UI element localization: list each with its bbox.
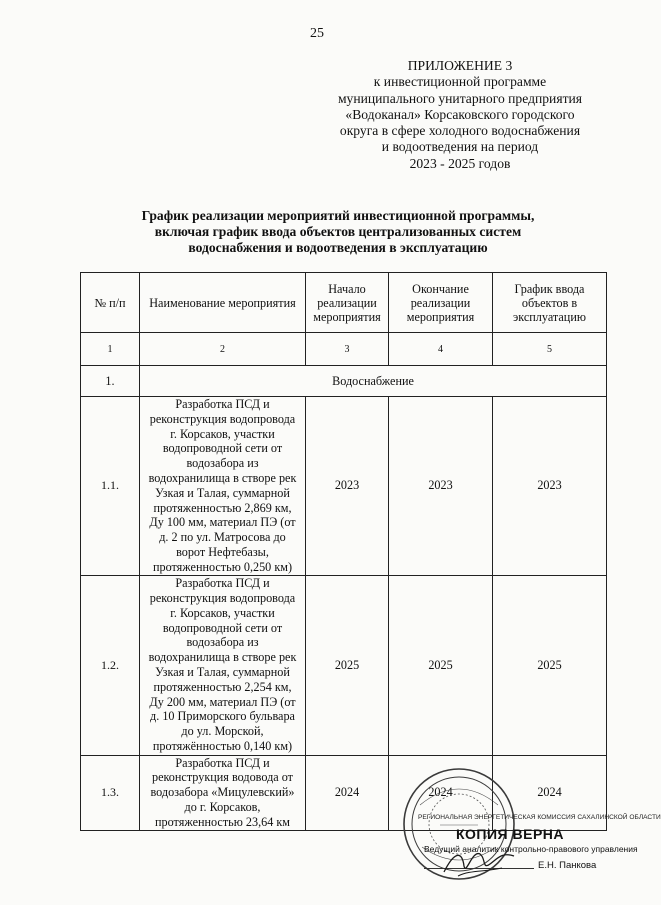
section-title: Водоснабжение: [140, 366, 607, 397]
header-num: № п/п: [81, 273, 140, 333]
name-line: Узкая и Талая, суммарной: [155, 485, 290, 500]
name-line: Ду 100 мм, материал ПЭ (от: [149, 515, 296, 530]
name-line: д. 2 по ул. Матросова до: [159, 530, 286, 545]
signature-line: [424, 868, 534, 869]
name-line: водопроводной сети от: [162, 620, 283, 635]
column-number: 2: [140, 333, 306, 366]
name-line: водозабора из: [186, 635, 259, 650]
name-line: водопроводной сети от: [162, 441, 283, 456]
copy-title: КОПИЯ ВЕРНА: [456, 826, 565, 842]
table-row: [81, 575, 607, 755]
certification-block: [418, 814, 661, 882]
name-line: водозабора «Мицулевский»: [150, 785, 295, 800]
section-row: [81, 366, 607, 397]
row-number: 1.1.: [81, 397, 140, 576]
appendix-line: муниципального унитарного предприятия: [337, 90, 583, 106]
header-line: реализации: [410, 295, 471, 310]
table-row: [81, 397, 607, 576]
column-number: 5: [493, 333, 607, 366]
end-year: 2023: [389, 397, 493, 576]
header-line: реализации: [317, 295, 377, 310]
header-line: Окончание: [412, 281, 469, 296]
header-end: [389, 273, 493, 333]
name-line: Разработка ПСД и: [175, 755, 270, 770]
name-line: Ду 200 мм, материал ПЭ (от: [149, 694, 296, 709]
name-line: протяженностью 2,254 км,: [153, 679, 292, 694]
name-line: протяженностью 23,64 км: [155, 814, 290, 829]
row-name: [140, 755, 306, 830]
start-year: 2024: [306, 755, 389, 830]
appendix-header: [300, 58, 620, 172]
name-line: г. Корсаков, участки: [170, 426, 275, 441]
name-line: протяжённостью 0,140 км): [152, 739, 293, 754]
row-name: [140, 397, 306, 576]
column-number: 1: [81, 333, 140, 366]
name-line: водозабора из: [186, 456, 259, 471]
appendix-line: ПРИЛОЖЕНИЕ 3: [407, 58, 513, 73]
name-line: до г. Корсаков,: [184, 799, 261, 814]
name-line: д. 10 Приморского бульвара: [150, 709, 295, 724]
title-line: График реализации мероприятий инвестиционной программы,: [141, 208, 535, 223]
header-start: [306, 273, 389, 333]
title-line: включая график ввода объектов централизованных систем: [154, 224, 522, 239]
row-name: [140, 575, 306, 755]
name-line: водохранилища в створе рек: [148, 470, 297, 485]
row-number: 1.2.: [81, 575, 140, 755]
column-number-row: [81, 333, 607, 366]
header-name: Наименование мероприятия: [140, 273, 306, 333]
document-title: [108, 208, 568, 256]
appendix-line: к инвестиционной программе: [373, 74, 547, 90]
commission-year: 2024: [493, 755, 607, 830]
commission-name: РЕГИОНАЛЬНАЯ ЭНЕРГЕТИЧЕСКАЯ КОМИССИЯ САХАЛИНСКОЙ ОБЛАСТИ: [418, 814, 661, 821]
name-line: протяженностью 0,250 км): [152, 559, 293, 574]
name-line: до ул. Морской,: [181, 724, 264, 739]
header-line: График ввода: [514, 281, 585, 296]
title-line: водоснабжения и водоотведения в эксплуатацию: [188, 240, 488, 255]
start-year: 2025: [306, 575, 389, 755]
schedule-table: [80, 272, 607, 831]
name-line: Узкая и Талая, суммарной: [155, 665, 290, 680]
appendix-line: «Водоканал» Корсаковского городского: [345, 106, 575, 122]
commission-year: 2025: [493, 575, 607, 755]
name-line: Разработка ПСД и: [175, 576, 270, 591]
end-year: 2025: [389, 575, 493, 755]
row-number: 1.3.: [81, 755, 140, 830]
name-line: водохранилища в створе рек: [148, 650, 297, 665]
signer-name: Е.Н. Панкова: [538, 860, 597, 871]
name-line: ворот Нефтебазы,: [176, 544, 269, 559]
name-line: реконструкция водопровода: [149, 411, 296, 426]
signer-position: Ведущий аналитик контрольно-правового управления: [424, 844, 638, 854]
header-line: эксплуатацию: [513, 309, 586, 324]
header-commission: [493, 273, 607, 333]
header-line: мероприятия: [313, 309, 381, 324]
commission-year: 2023: [493, 397, 607, 576]
appendix-line: 2023 - 2025 годов: [409, 155, 511, 171]
page-number: 25: [310, 26, 324, 41]
name-line: Разработка ПСД и: [175, 397, 270, 411]
column-number: 4: [389, 333, 493, 366]
name-line: г. Корсаков, участки: [170, 605, 275, 620]
header-line: мероприятия: [406, 309, 475, 324]
header-line: Начало: [328, 281, 366, 296]
section-number: 1.: [81, 366, 140, 397]
name-line: протяженностью 2,869 км,: [153, 500, 292, 515]
appendix-line: округа в сфере холодного водоснабжения: [339, 123, 581, 139]
start-year: 2023: [306, 397, 389, 576]
column-number: 3: [306, 333, 389, 366]
name-line: реконструкция водопровода: [149, 591, 296, 606]
header-line: объектов в: [521, 295, 578, 310]
header-row: [81, 273, 607, 333]
end-year: 2024: [389, 755, 493, 830]
appendix-line: и водоотведения на период: [381, 139, 539, 155]
name-line: реконструкция водовода от: [152, 770, 293, 785]
